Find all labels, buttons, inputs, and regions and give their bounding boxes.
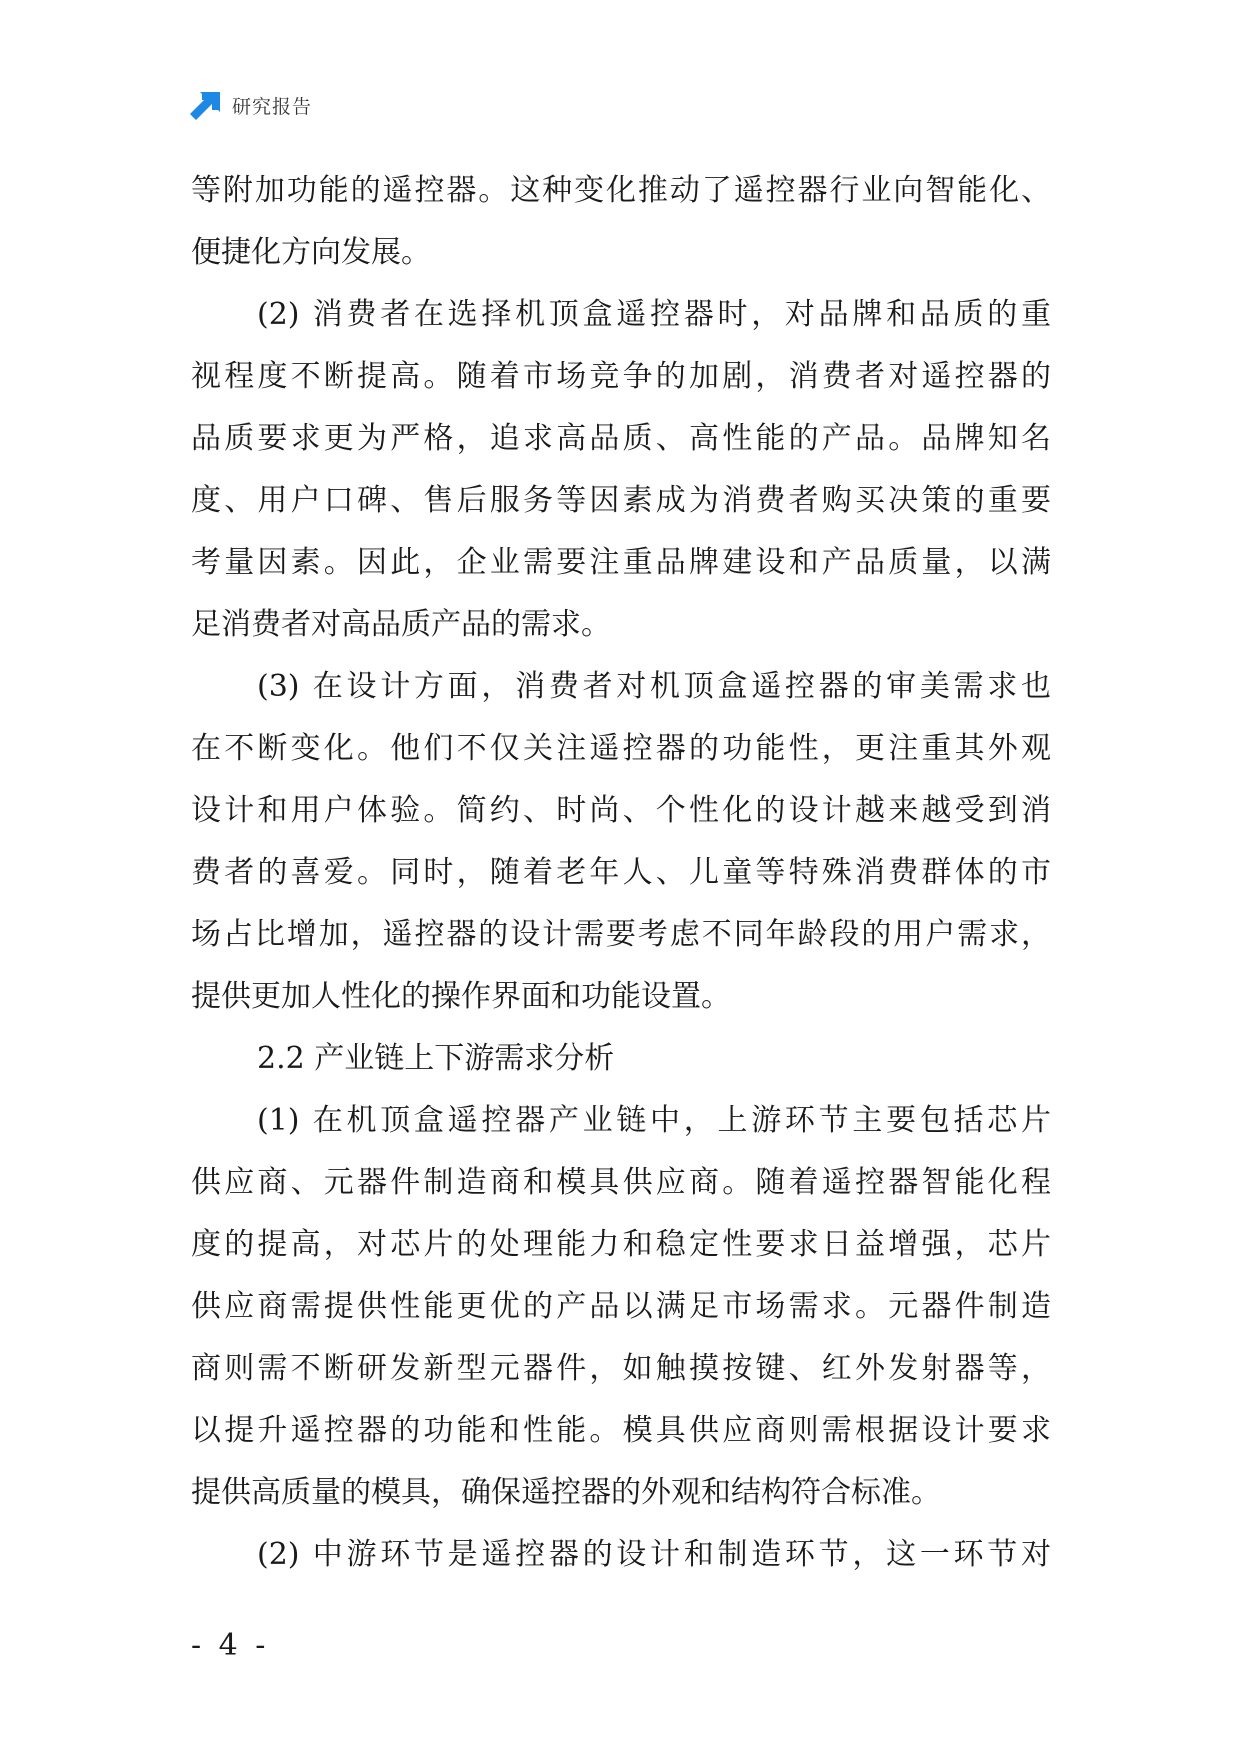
text-line: 设计和用户体验。简约、时尚、个性化的设计越来越受到消 xyxy=(191,793,1051,828)
text-line: 供应商、元器件制造商和模具供应商。随着遥控器智能化程 xyxy=(191,1165,1051,1200)
text-line: (1) 在机顶盒遥控器产业链中，上游环节主要包括芯片 xyxy=(257,1103,1051,1138)
text-line: 商则需不断研发新型元器件，如触摸按键、红外发射器等， xyxy=(191,1351,1051,1386)
text-line: 视程度不断提高。随着市场竞争的加剧，消费者对遥控器的 xyxy=(191,359,1051,394)
text-line: 以提升遥控器的功能和性能。模具供应商则需根据设计要求 xyxy=(191,1413,1051,1448)
section-heading: 2.2 产业链上下游需求分析 xyxy=(257,1041,615,1076)
text-line: 度的提高，对芯片的处理能力和稳定性要求日益增强，芯片 xyxy=(191,1227,1051,1262)
text-line: 供应商需提供性能更优的产品以满足市场需求。元器件制造 xyxy=(191,1289,1051,1324)
arrow-up-right-icon xyxy=(190,88,224,122)
text-line: 场占比增加，遥控器的设计需要考虑不同年龄段的用户需求， xyxy=(191,917,1051,952)
text-line: 考量因素。因此，企业需要注重品牌建设和产品质量，以满 xyxy=(191,545,1051,580)
text-line: 度、用户口碑、售后服务等因素成为消费者购买决策的重要 xyxy=(191,483,1051,518)
text-line: 在不断变化。他们不仅关注遥控器的功能性，更注重其外观 xyxy=(191,731,1051,766)
text-line: (2) 中游环节是遥控器的设计和制造环节，这一环节对 xyxy=(257,1537,1051,1572)
text-line: 费者的喜爱。同时，随着老年人、儿童等特殊消费群体的市 xyxy=(191,855,1051,890)
text-line: 提供高质量的模具，确保遥控器的外观和结构符合标准。 xyxy=(191,1475,941,1510)
text-line: 品质要求更为严格，追求高品质、高性能的产品。品牌知名 xyxy=(191,421,1051,456)
text-line: 提供更加人性化的操作界面和功能设置。 xyxy=(191,979,731,1014)
document-body xyxy=(191,160,1051,1586)
text-line: 等附加功能的遥控器。这种变化推动了遥控器行业向智能化、 xyxy=(191,173,1051,208)
header-title: 研究报告 xyxy=(232,95,313,118)
text-line: (3) 在设计方面，消费者对机顶盒遥控器的审美需求也 xyxy=(257,669,1051,704)
text-line: 足消费者对高品质产品的需求。 xyxy=(191,607,611,642)
page-number: - 4 - xyxy=(191,1628,270,1663)
text-line: 便捷化方向发展。 xyxy=(191,235,431,270)
report-header xyxy=(190,88,312,122)
text-line: (2) 消费者在选择机顶盒遥控器时，对品牌和品质的重 xyxy=(257,297,1051,332)
